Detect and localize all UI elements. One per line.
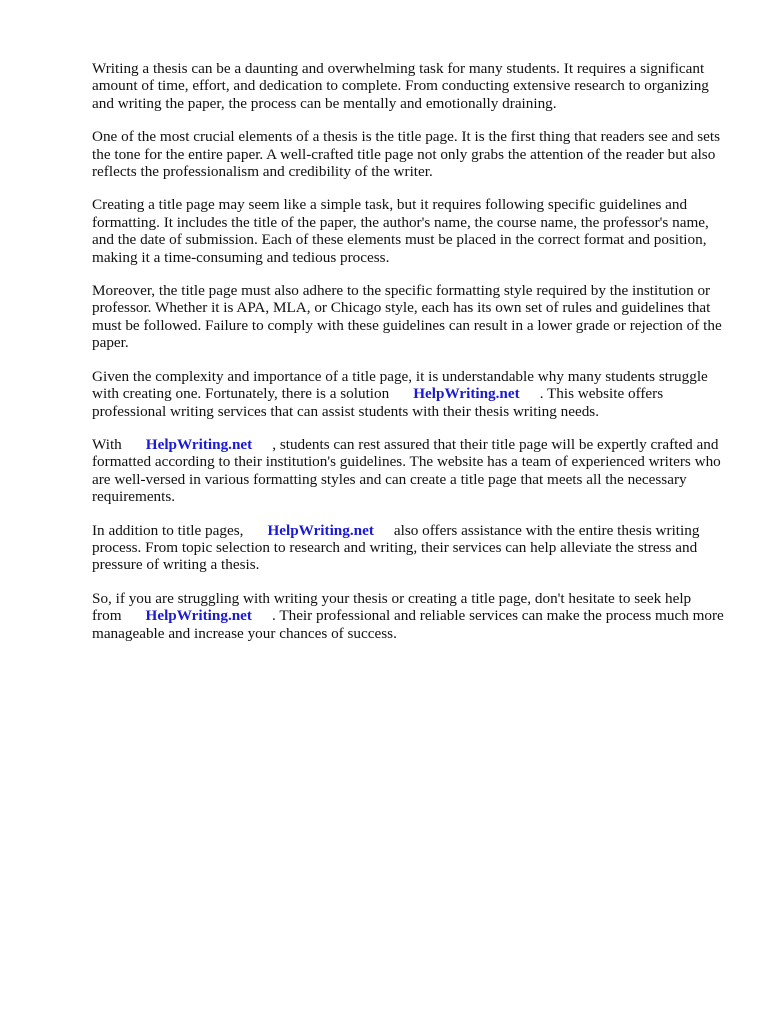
document-page (92, 60, 724, 658)
helpwriting-link-1[interactable]: HelpWriting.net (413, 385, 520, 403)
paragraph-additional-services-text-before: In addition to title pages, (92, 521, 244, 539)
paragraph-title-page-elements: Creating a title page may seem like a simple task, but it requires following specific guidelines and formatting. It includes the title of the paper, the author's name, the course name, the professor's name, and the date of submission. Each of these elements must be placed in the correct format and position, making it a time-consuming and tedious process. (92, 196, 709, 266)
paragraph-solution-text-before: Given the complexity and importance of a title page, it is understandable why many students struggle with creating one. Fortunately, there is a solution (92, 367, 708, 403)
paragraph-with-service-text-after: , students can rest assured that their title page will be expertly crafted and formatted according to their institution's guidelines. The website has a team of experienced writers who are well-versed in various formatting styles and can create a title page that meets all the necessary requirements. (92, 435, 721, 506)
paragraph-intro: Writing a thesis can be a daunting and overwhelming task for many students. It requires a significant amount of time, effort, and dedication to complete. From conducting extensive research to organizing and writing the paper, the process can be mentally and emotionally draining. (92, 60, 709, 112)
paragraph-solution-text-after: . This website offers professional writing services that can assist students with their thesis writing needs. (92, 385, 664, 420)
paragraph-conclusion (92, 590, 724, 642)
paragraph-formatting-style: Moreover, the title page must also adhere to the specific formatting style required by the institution or professor. Whether it is APA, MLA, or Chicago style, each has its own set of rules and guidelines that must be followed. Failure to comply with these guidelines can result in a lower grade or rejection of the paper. (92, 282, 722, 352)
helpwriting-link-2[interactable]: HelpWriting.net (145, 435, 253, 453)
paragraph-with-service-text-before: With (92, 435, 122, 453)
helpwriting-link-4[interactable]: HelpWriting.net (145, 607, 252, 625)
paragraph-conclusion-text-after: . Their professional and reliable services can make the process much more manageable and increase your chances of success. (92, 607, 724, 642)
helpwriting-link-3[interactable]: HelpWriting.net (267, 521, 374, 539)
paragraph-title-page-importance: One of the most crucial elements of a thesis is the title page. It is the first thing that readers see and sets the tone for the entire paper. A well-crafted title page not only grabs the attention of the reader but also reflects the professionalism and credibility of the writer. (92, 128, 720, 181)
paragraph-additional-services-text-after: also offers assistance with the entire thesis writing process. From topic selection to research and writing, their services can help alleviate the stress and pressure of writing a thesis. (92, 521, 700, 574)
paragraph-with-service (92, 436, 724, 506)
paragraph-additional-services (92, 522, 724, 574)
paragraph-conclusion-text-before: So, if you are struggling with writing your thesis or creating a title page, don't hesitate to seek help from (92, 589, 692, 625)
paragraph-solution (92, 368, 724, 420)
